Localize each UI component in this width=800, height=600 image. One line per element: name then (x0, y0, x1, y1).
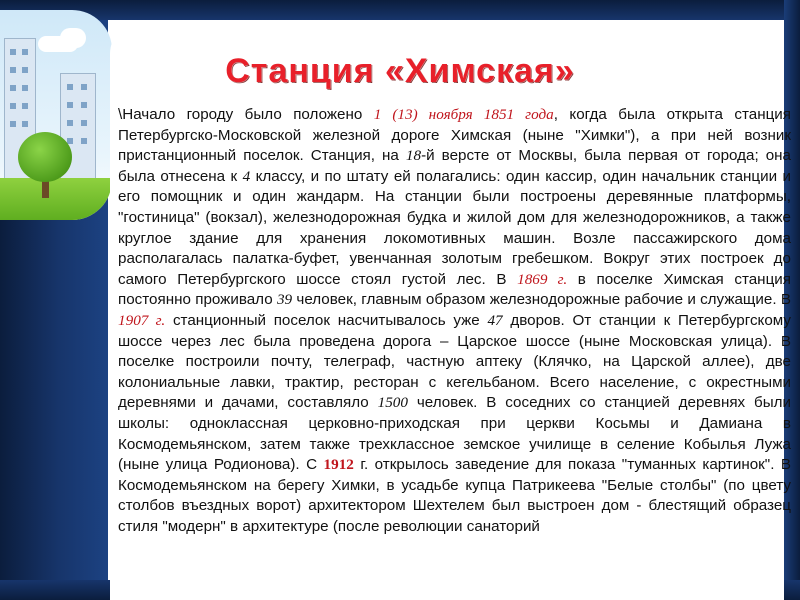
highlighted-text: 18 (405, 147, 422, 165)
text-run: человек, главным образом железнодорожные рабочие и служащие. В (292, 291, 791, 309)
slide-body-text (118, 105, 791, 537)
highlighted-text: 39 (276, 291, 293, 309)
text-run: \Начало городу было положено (118, 106, 374, 123)
tree-illustration (18, 132, 72, 182)
highlighted-text: 1912 (323, 456, 354, 474)
highlighted-text: 1869 г. (517, 270, 568, 288)
highlighted-text: 1500 (377, 394, 408, 412)
text-run: -й версте от Москвы, была первая от города; она была отнесена к (118, 147, 791, 185)
slide-title: Станция «Химская» (225, 52, 575, 90)
grass (0, 178, 112, 220)
highlighted-text: 1 (13) ноября 1851 года (373, 106, 554, 123)
frame-top (0, 0, 800, 20)
text-run: классу, и по штату ей полагались: один кассир, один начальник станции и его помощник и один жандарм. На станции были построены деревянные платформы, "гостиница" (вокзал), железнодорожная будка и жилой дом для железнодорожников, а также круглое здание для хранения локомотивных машин. Возле пассажирского дома располагалась палатка-буфет, увенчанная золотым гребешком. Вокруг этих построек до самого Петербургского шоссе стоял густой лес. В (118, 167, 791, 288)
text-run: г. открылось заведение для показа "туманных картинок". В Космодемьянском на берегу Химки, в усадьбе купца Патрикеева "Белые столбы" (по цвету столбов въездных ворот) архитектором Шехтелем был выстроен дом - блестящий образец стиля "модерн" в архитектуре (после революции санаторий (118, 456, 791, 535)
text-run: , когда была открыта станция Петербургско-Московской железной дороге Химская (ныне "Химки"), а при ней возник пристанционный поселок. Станция, на (118, 106, 791, 165)
highlighted-text: 1907 г. (118, 311, 166, 329)
text-run: в поселке Химская станция постоянно проживало (118, 270, 791, 309)
highlighted-text: 47 (487, 311, 503, 329)
text-run: человек. В соседних со станцией деревнях были школы: одноклассная церковно-приходская при церкви Косьмы и Дамиана в Космодемьянском, затем также трехклассное земское училище в селение Кобылья Лужа (ныне улица Родионова). С (118, 394, 791, 474)
cloud-icon (60, 28, 86, 48)
text-run: дворов. От станции к Петербургскому шоссе через лес была проведена дорога – Царское шоссе (ныне Московская улица). В поселке построили почту, телеграф, частную аптеку (Клячко, на Царской аллее), две колониальные лавки, трактир, ресторан с кегельбаном. Всего население, с окрестными деревнями и дачами, составляло (118, 311, 792, 412)
highlighted-text: 4 (242, 167, 251, 185)
text-run: станционный поселок насчитывалось уже (165, 311, 488, 329)
buildings-illustration (0, 10, 112, 220)
